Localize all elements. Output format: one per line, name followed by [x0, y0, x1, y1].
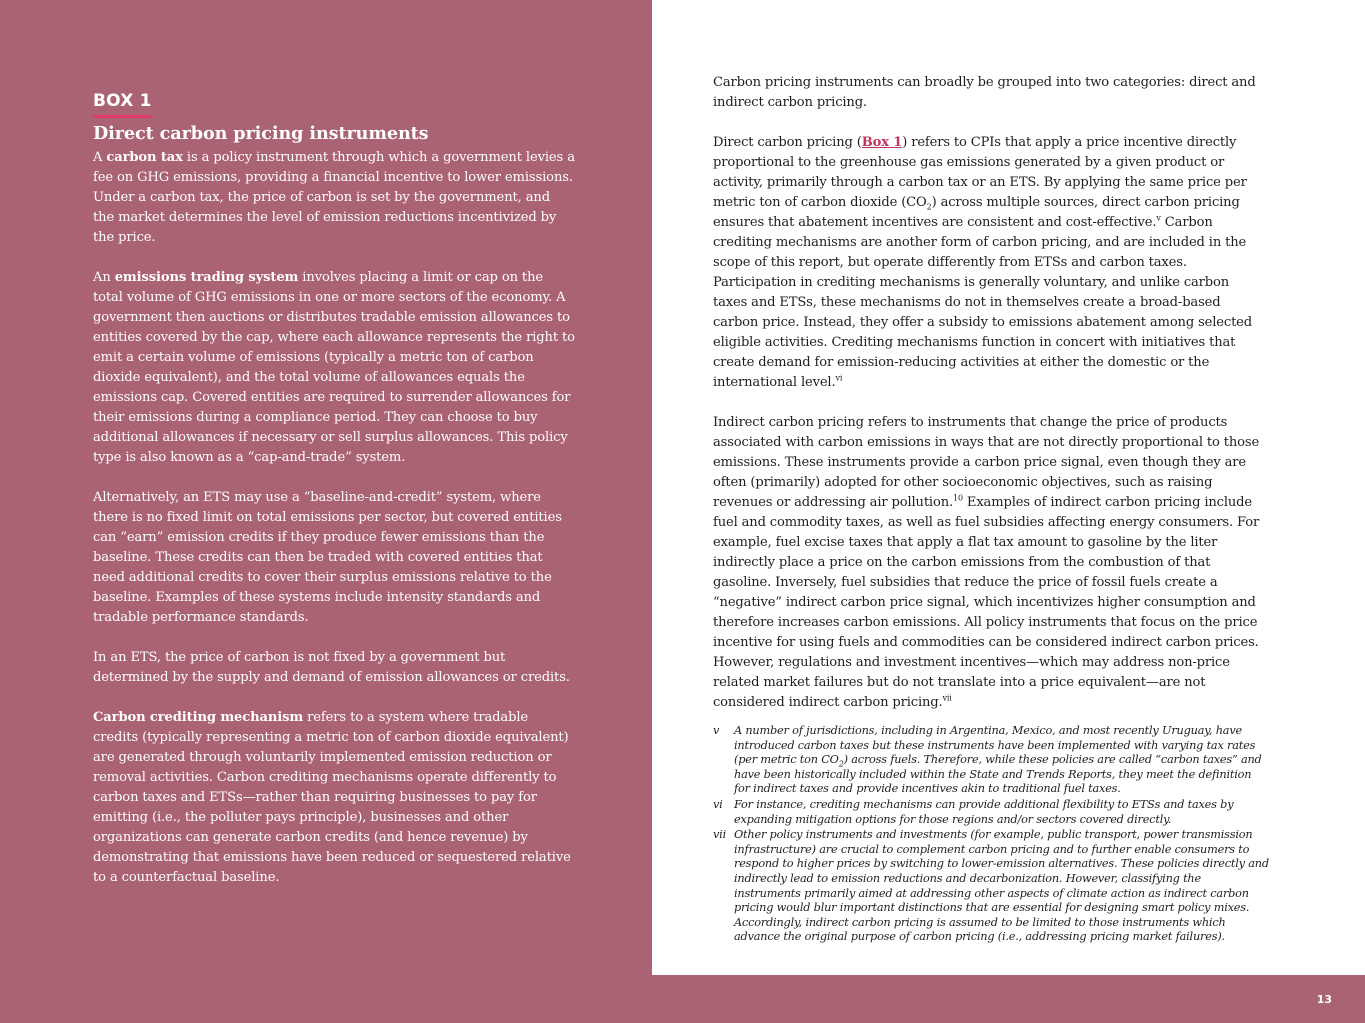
footnote-text: For instance, crediting mechanisms can provide additional flexibility to ETSs and taxes by expanding mitigation options for those regions and/or sectors covered directly. — [734, 797, 1234, 826]
box-1-link[interactable]: Box 1 — [861, 135, 903, 150]
paragraph-intro: Carbon pricing instruments can broadly be grouped into two categories: direct and indirect carbon pricing. — [713, 75, 1256, 110]
footnote-vii — [713, 828, 1269, 945]
term-emissions-trading-system: emissions trading system — [114, 270, 299, 285]
main-panel — [652, 0, 1365, 975]
endnote-ref-10[interactable]: 10 — [953, 493, 963, 503]
box-panel — [0, 0, 652, 1023]
footnote-text: Other policy instruments and investments (for example, public transport, power transmission infrastructure) are crucial to complement carbon pricing and to further enable consumers to respond to higher prices by switching to lower-emission alternatives. These policies directly and indirectly lead to emission reductions and decarbonization. However, classifying the instruments primarily aimed at addressing other aspects of climate action as indirect carbon pricing would blur important distinctions that are essential for designing smart policy mixes. Accordingly, indirect carbon pricing is assumed to be limited to those instruments which advance the original purpose of carbon pricing (i.e., addressing pricing market failures). — [734, 828, 1269, 944]
box-title: Direct carbon pricing instruments — [93, 123, 429, 144]
box-content — [93, 88, 575, 908]
footnote-ref-vi[interactable]: vi — [835, 373, 843, 383]
footnote-vi — [713, 798, 1269, 827]
paragraph-direct-pricing: Direct carbon pricing (Box 1) refers to CPIs that apply a price incentive directly proportional to the greenhouse gas emissions generated by a given product or activity, primarily through a carbon tax or an ETS. By applying the same price per metric ton of carbon dioxide $(CO_2)$ across multiple sources, direct carbon pricing ensures that abatement incentives are consistent and cost-effective.$^v$ Carbon crediting mechanisms are another form of carbon pricing, and are included in the scope of this report, but operate differently from ETSs and carbon taxes. Participation in crediting mechanisms is generally voluntary, and unlike carbon taxes and ETSs, these mechanisms do not in themselves create a broad-based carbon price. Instead, they offer a subsidy to emissions abatement among selected eligible activities. Crediting mechanisms function in concert with initiatives that create demand for emission-reducing activities at either the domestic or the international level.$^{vi}$ — [713, 135, 1253, 390]
footnote-ref-v[interactable]: v — [1156, 213, 1161, 223]
box-paragraph-ets: An emissions trading system involves placing a limit or cap on the total volume of GHG emissions in one or more sectors of the economy. A government then auctions or distributes tradable emission allowances to entities covered by the cap, where each allowance represents the right to emit a certain volume of emissions (typically a metric ton of carbon dioxide equivalent), and the total volume of allowances equals the emissions cap. Covered entities are required to surrender allowances for their emissions during a compliance period. They can choose to buy additional allowances if necessary or sell surplus allowances. This policy type is also known as a “cap-and-trade” system. — [93, 270, 575, 465]
box-paragraph-crediting: Carbon crediting mechanism refers to a system where tradable credits (typically representing a metric ton of carbon dioxide equivalent) are generated through voluntarily implemented emission reduction or removal activities. Carbon crediting mechanisms operate differently to carbon taxes and ETSs—rather than requiring businesses to pay for emitting (i.e., the polluter pays principle), businesses and other organizations can generate carbon credits (and hence revenue) by demonstrating that emissions have been reduced or sequestered relative to a counterfactual baseline. — [93, 710, 571, 885]
box-paragraph-carbon-tax: A carbon tax is a policy instrument through which a government levies a fee on GHG emissions, providing a financial incentive to lower emissions. Under a carbon tax, the price of carbon is set by the government, and the market determines the level of emission reductions incentivized by the price. — [93, 150, 575, 245]
footnote-ref-vii[interactable]: vii — [942, 693, 952, 703]
footnote-v — [713, 724, 1269, 797]
footnote-text: A number of jurisdictions, including in Argentina, Mexico, and most recently Uruguay, have introduced carbon taxes but these instruments have been implemented with varying tax rates (per metric ton $CO_2$) across fuels. Therefore, while these policies are called “carbon taxes” and have been historically included within the State and Trends Reports, they meet the definition for indirect taxes and provide incentives akin to traditional fuel taxes. — [734, 724, 1262, 796]
page-number: 13 — [1316, 993, 1332, 1006]
main-content — [713, 73, 1263, 733]
footnote-mark: vi — [713, 797, 723, 811]
paragraph-indirect-pricing: Indirect carbon pricing refers to instruments that change the price of products associated with carbon emissions in ways that are not directly proportional to those emissions. These instruments provide a carbon price signal, even though they are often (primarily) adopted for other socioeconomic objectives, such as raising revenues or addressing air pollution.$^{10}$ Examples of indirect carbon pricing include fuel and commodity taxes, as well as fuel subsidies affecting energy consumers. For example, fuel excise taxes that apply a flat tax amount to gasoline by the liter indirectly place a price on the carbon emissions from the combustion of that gasoline. Inversely, fuel subsidies that reduce the price of fossil fuels create a “negative” indirect carbon price signal, which incentivizes higher consumption and therefore increases carbon emissions. All policy instruments that focus on the price incentive for using fuels and commodities can be considered indirect carbon prices. However, regulations and investment incentives—which may address non-price related market failures but do not translate into a price equivalent—are not considered indirect carbon pricing.$^{vii}$ — [713, 415, 1260, 710]
footnotes — [713, 724, 1269, 946]
box-paragraph-baseline-credit: Alternatively, an ETS may use a “baseline-and-credit” system, where there is no fixed limit on total emissions per sector, but covered entities can “earn” emission credits if they produce fewer emissions than the baseline. These credits can then be traded with covered entities that need additional credits to cover their surplus emissions relative to the baseline. Examples of these systems include intensity standards and tradable performance standards. — [93, 490, 562, 625]
term-carbon-tax: carbon tax — [106, 150, 183, 165]
footnote-mark: vii — [713, 828, 727, 842]
box-label: BOX 1 — [93, 88, 152, 118]
footnote-mark: v — [713, 724, 720, 737]
term-carbon-crediting-mechanism: Carbon crediting mechanism — [93, 710, 304, 725]
box-paragraph-ets-price: In an ETS, the price of carbon is not fixed by a government but determined by the supply and demand of emission allowances or credits. — [93, 650, 570, 685]
